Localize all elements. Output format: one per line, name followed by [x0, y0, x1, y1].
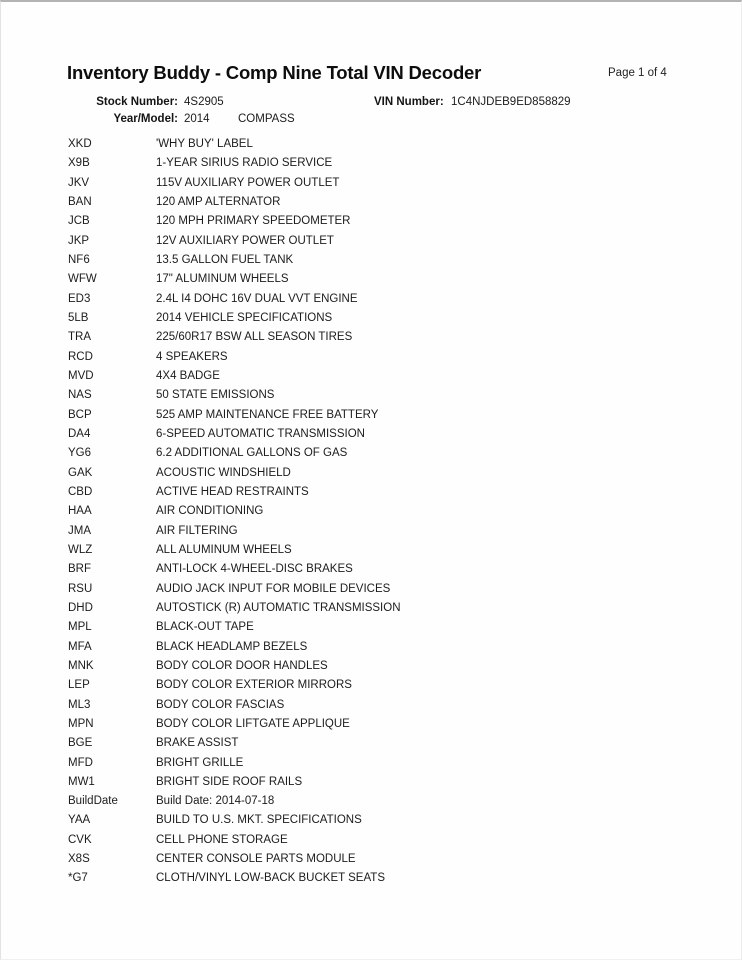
option-row: [1, 754, 742, 773]
option-code: BGE: [68, 737, 93, 750]
options-list: [1, 135, 742, 889]
option-description: CLOTH/VINYL LOW-BACK BUCKET SEATS: [156, 872, 385, 885]
option-code: RCD: [68, 350, 93, 363]
option-row: [1, 618, 742, 637]
option-description: ACOUSTIC WINDSHIELD: [156, 466, 291, 479]
option-row: [1, 638, 742, 657]
option-row: [1, 502, 742, 521]
option-row: [1, 270, 742, 289]
model-value: COMPASS: [238, 113, 295, 125]
option-code: MW1: [68, 775, 95, 788]
option-row: [1, 850, 742, 869]
option-row: [1, 483, 742, 502]
option-row: [1, 290, 742, 309]
option-code: CBD: [68, 485, 93, 498]
option-code: NF6: [68, 253, 90, 266]
option-row: [1, 348, 742, 367]
option-description: 17" ALUMINUM WHEELS: [156, 273, 289, 286]
option-description: 120 AMP ALTERNATOR: [156, 195, 281, 208]
option-row: [1, 696, 742, 715]
option-description: BUILD TO U.S. MKT. SPECIFICATIONS: [156, 814, 362, 827]
option-description: BLACK HEADLAMP BEZELS: [156, 640, 308, 653]
option-row: [1, 715, 742, 734]
page-title: Inventory Buddy - Comp Nine Total VIN Decoder: [67, 62, 482, 83]
option-row: [1, 212, 742, 231]
option-code: JMA: [68, 524, 91, 537]
option-code: HAA: [68, 505, 92, 518]
option-row: [1, 676, 742, 695]
option-row: [1, 464, 742, 483]
option-code: XKD: [68, 138, 92, 150]
option-row: [1, 328, 742, 347]
option-code: *G7: [68, 872, 88, 885]
option-row: [1, 811, 742, 830]
option-row: [1, 174, 742, 193]
option-code: MPN: [68, 717, 94, 730]
option-code: LEP: [68, 679, 90, 692]
option-row: [1, 580, 742, 599]
option-code: RSU: [68, 582, 93, 595]
option-row: [1, 193, 742, 212]
option-code: BRF: [68, 563, 91, 576]
option-description: BODY COLOR DOOR HANDLES: [156, 659, 328, 672]
option-row: [1, 425, 742, 444]
option-description: BODY COLOR FASCIAS: [156, 698, 285, 711]
option-row: [1, 734, 742, 753]
option-row: [1, 309, 742, 328]
option-description: 225/60R17 BSW ALL SEASON TIRES: [156, 331, 353, 344]
option-code: MFD: [68, 756, 93, 769]
stock-number-value: 4S2905: [184, 96, 224, 108]
option-code: JKP: [68, 234, 90, 247]
option-row: [1, 560, 742, 579]
option-description: 1-YEAR SIRIUS RADIO SERVICE: [156, 157, 333, 170]
page-number-indicator: Page 1 of 4: [608, 67, 667, 79]
option-row: [1, 135, 742, 154]
option-description: 2014 VEHICLE SPECIFICATIONS: [156, 311, 333, 324]
stock-number-label: Stock Number:: [96, 96, 178, 108]
option-row: [1, 657, 742, 676]
option-code: YAA: [68, 814, 91, 827]
option-code: NAS: [68, 389, 92, 402]
option-code: BAN: [68, 195, 92, 208]
option-code: MVD: [68, 369, 94, 382]
option-code: MFA: [68, 640, 92, 653]
vin-number-label: VIN Number:: [374, 96, 444, 108]
option-code: WLZ: [68, 543, 93, 556]
option-description: 12V AUXILIARY POWER OUTLET: [156, 234, 334, 247]
option-row: [1, 406, 742, 425]
option-description: 115V AUXILIARY POWER OUTLET: [156, 176, 340, 189]
option-description: ACTIVE HEAD RESTRAINTS: [156, 485, 309, 498]
option-description: BRIGHT SIDE ROOF RAILS: [156, 775, 303, 788]
option-code: WFW: [68, 273, 97, 286]
option-description: AUDIO JACK INPUT FOR MOBILE DEVICES: [156, 582, 391, 595]
option-code: JKV: [68, 176, 90, 189]
option-row: [1, 831, 742, 850]
option-code: ML3: [68, 698, 91, 711]
option-code: DHD: [68, 601, 93, 614]
option-row: [1, 599, 742, 618]
option-code: 5LB: [68, 311, 89, 324]
option-row: [1, 154, 742, 173]
option-code: GAK: [68, 466, 93, 479]
option-description: AIR FILTERING: [156, 524, 238, 537]
option-description: BLACK-OUT TAPE: [156, 621, 254, 634]
option-code: DA4: [68, 427, 91, 440]
option-row: [1, 367, 742, 386]
option-row: [1, 386, 742, 405]
option-description: 4 SPEAKERS: [156, 350, 228, 363]
option-code: BCP: [68, 408, 92, 421]
option-code: MPL: [68, 621, 92, 634]
option-code: BuildDate: [68, 795, 118, 808]
option-description: 2.4L I4 DOHC 16V DUAL VVT ENGINE: [156, 292, 358, 305]
option-description: BODY COLOR LIFTGATE APPLIQUE: [156, 717, 350, 730]
option-description: 120 MPH PRIMARY SPEEDOMETER: [156, 215, 351, 228]
option-row: [1, 522, 742, 541]
option-description: 525 AMP MAINTENANCE FREE BATTERY: [156, 408, 379, 421]
option-row: [1, 541, 742, 560]
option-description: 6.2 ADDITIONAL GALLONS OF GAS: [156, 447, 348, 460]
option-row: [1, 444, 742, 463]
option-code: JCB: [68, 215, 90, 228]
option-description: 4X4 BADGE: [156, 369, 220, 382]
year-model-label: Year/Model:: [113, 113, 178, 125]
option-row: [1, 792, 742, 811]
option-row: [1, 232, 742, 251]
option-code: ED3: [68, 292, 91, 305]
option-description: 50 STATE EMISSIONS: [156, 389, 275, 402]
option-description: ANTI-LOCK 4-WHEEL-DISC BRAKES: [156, 563, 353, 576]
option-description: 13.5 GALLON FUEL TANK: [156, 253, 294, 266]
option-description: ALL ALUMINUM WHEELS: [156, 543, 292, 556]
option-description: AUTOSTICK (R) AUTOMATIC TRANSMISSION: [156, 601, 401, 614]
option-row: [1, 869, 742, 888]
option-description: Build Date: 2014-07-18: [156, 795, 275, 808]
option-code: TRA: [68, 331, 91, 344]
option-code: X9B: [68, 157, 90, 170]
option-row: [1, 773, 742, 792]
option-description: CELL PHONE STORAGE: [156, 833, 288, 846]
option-description: 'WHY BUY' LABEL: [156, 138, 253, 150]
option-description: BRIGHT GRILLE: [156, 756, 244, 769]
option-code: X8S: [68, 853, 90, 866]
year-value: 2014: [184, 113, 210, 125]
option-code: MNK: [68, 659, 94, 672]
option-description: 6-SPEED AUTOMATIC TRANSMISSION: [156, 427, 365, 440]
option-description: BRAKE ASSIST: [156, 737, 239, 750]
option-description: AIR CONDITIONING: [156, 505, 264, 518]
option-code: YG6: [68, 447, 92, 460]
option-description: BODY COLOR EXTERIOR MIRRORS: [156, 679, 352, 692]
vin-number-value: 1C4NJDEB9ED858829: [451, 96, 571, 108]
option-row: [1, 251, 742, 270]
option-description: CENTER CONSOLE PARTS MODULE: [156, 853, 356, 866]
option-code: CVK: [68, 833, 92, 846]
